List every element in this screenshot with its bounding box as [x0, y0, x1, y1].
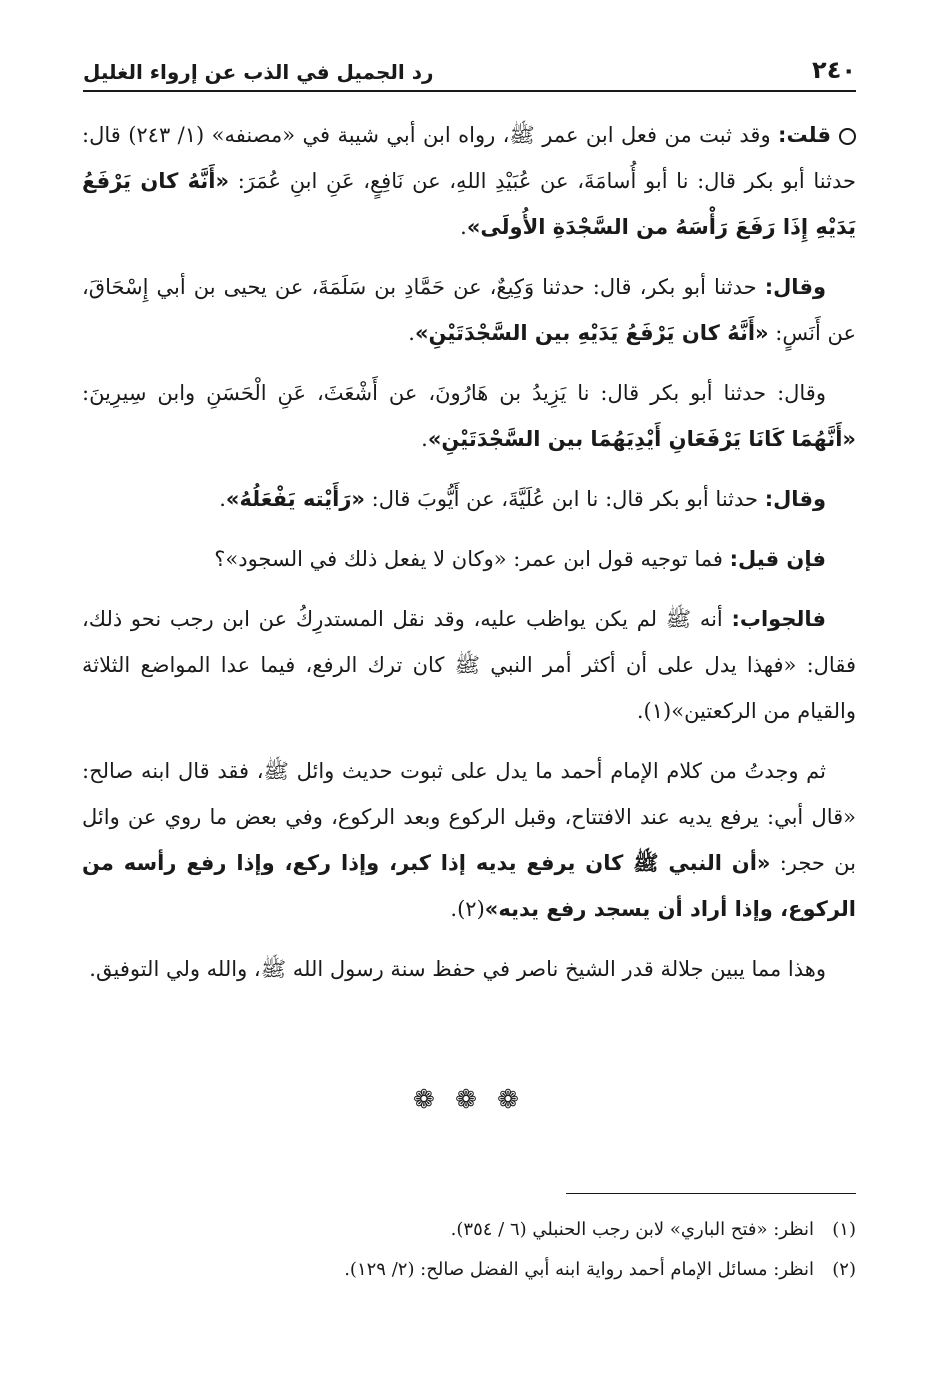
paragraph-lead: فإن قيل:: [729, 547, 826, 571]
paragraph-text: وقد ثبت من فعل ابن عمر ﷺ، رواه ابن أبي شيبة في «مصنفه» (١/ ٢٤٣) قال: حدثنا أبو بكر قال: نا أبو أُسامَةَ، عن عُبَيْدِ اللهِ، عن نَافِعٍ، عَنِ ابنِ عُمَرَ:: [82, 123, 856, 193]
paragraph-tail: (١).: [636, 699, 672, 723]
paragraph-tail: .: [421, 427, 428, 451]
body-text: [82, 112, 856, 1006]
paragraph-tail: .: [408, 321, 415, 345]
paragraph: [82, 112, 856, 250]
paragraph-text: أنه ﷺ لم يكن يواظب عليه، وقد نقل المستدرِكُ عن ابن رجب نحو ذلك، فقال: «فهذا يدل على أن أكثر أمر النبي ﷺ كان ترك الرفع، فيما عدا المواضع الثلاثة والقيام من الركعتين»: [82, 607, 856, 723]
paragraph-text: وهذا مما يبين جلالة قدر الشيخ ناصر في حفظ سنة رسول الله ﷺ، والله ولي التوفيق.: [89, 957, 826, 981]
paragraph: [82, 476, 856, 522]
quoted-text: «أَنَّهُمَا كَانَا يَرْفَعَانِ أَيْدِيَهُمَا بين السَّجْدَتَيْنِ»: [427, 427, 856, 451]
footnote-number: (٢): [832, 1259, 856, 1280]
paragraph-text: حدثنا أبو بكر قال: نا ابن عُلَيَّةَ، عن أَيُّوبَ قال:: [365, 487, 765, 511]
paragraph-lead: قلت:: [778, 123, 831, 147]
paragraph-text: وقال: حدثنا أبو بكر قال: نا يَزِيدُ بن هَارُونَ، عن أَشْعَثَ، عَنِ الْحَسَنِ وابن سِيرِينَ:: [82, 381, 826, 405]
circle-marker-icon: [839, 128, 856, 145]
footnote-text: انظر: مسائل الإمام أحمد رواية ابنه أبي الفضل صالح: (٢/ ١٢٩).: [344, 1259, 814, 1280]
paragraph: [82, 748, 856, 932]
footnote: [82, 1250, 856, 1290]
paragraph-text: ثم وجدتُ من كلام الإمام أحمد ما يدل على ثبوت حديث وائل ﷺ، فقد قال ابنه صالح: «قال أبي: يرفع يديه عند الافتتاح، وقبل الركوع وبعد الركوع، وفي بعض ما روي عن وائل بن حجر:: [82, 759, 856, 875]
paragraph-tail: .: [219, 487, 226, 511]
footnote-number: (١): [832, 1219, 856, 1240]
paragraph-text: حدثنا أبو بكر، قال: حدثنا وَكِيعٌ، عن حَمَّادِ بن سَلَمَةَ، عن يحيى بن أبي إِسْحَاقَ، عن أَنَسٍ:: [82, 275, 856, 345]
paragraph-lead: وقال:: [764, 487, 826, 511]
page-header: [83, 36, 856, 92]
running-head: رد الجميل في الذب عن إرواء الغليل: [83, 60, 434, 84]
paragraph-lead: وقال:: [764, 275, 826, 299]
paragraph-tail: (٢).: [450, 897, 485, 921]
footnote: [82, 1210, 856, 1250]
footnotes: [82, 1210, 856, 1290]
page-number: ٢٤٠: [812, 56, 856, 84]
footnote-text: انظر: «فتح الباري» لابن رجب الحنبلي (٦ / ٣٥٤).: [450, 1219, 814, 1240]
quoted-text: «أَنَّهُ كان يَرْفَعُ يَدَيْهِ إِذَا رَفَعَ رَأْسَهُ من السَّجْدَةِ الأُولَى»: [82, 169, 856, 239]
paragraph-text: فما توجيه قول ابن عمر: «وكان لا يفعل ذلك في السجود»؟: [214, 547, 730, 571]
paragraph-tail: .: [460, 215, 467, 239]
footnote-divider: [566, 1193, 856, 1194]
quoted-text: «أن النبي ﷺ كان يرفع يديه إذا كبر، وإذا ركع، وإذا رفع رأسه من الركوع، وإذا أراد أن يسجد رفع يديه»: [82, 851, 856, 921]
paragraph: [82, 946, 856, 992]
section-ornament-icon: ❁ ❁ ❁: [413, 1085, 525, 1115]
paragraph: [82, 370, 856, 462]
paragraph-lead: فالجواب:: [731, 607, 826, 631]
quoted-text: «أَنَّهُ كان يَرْفَعُ يَدَيْهِ بين السَّجْدَتَيْنِ»: [414, 321, 769, 345]
quoted-text: «رَأَيْته يَفْعَلُهُ»: [225, 487, 365, 511]
paragraph: [82, 264, 856, 356]
paragraph: [82, 536, 856, 582]
paragraph: [82, 596, 856, 734]
